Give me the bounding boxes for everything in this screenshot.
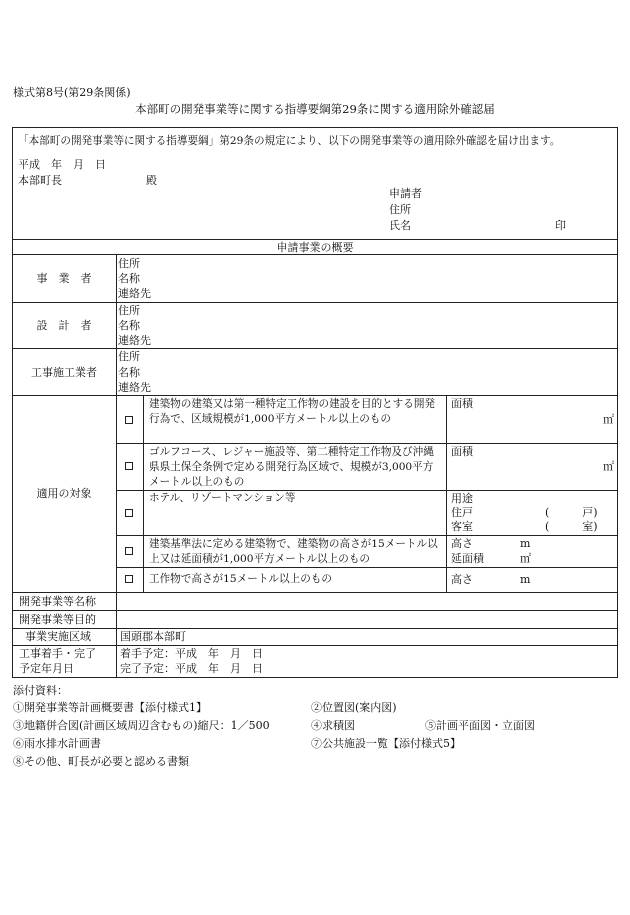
contractor-contact-label: 連絡先: [118, 381, 151, 394]
target-checkbox-2[interactable]: [125, 462, 133, 470]
intro-text: 「本部町の開発事業等に関する指導要綱」第29条の規定により、以下の開発事業等の適用除外確認を届け出ます。: [18, 135, 561, 147]
applicant-label: 申請者: [389, 187, 422, 200]
target-text-5: 工作物で高さが15メートル以上のもの: [149, 573, 332, 585]
seal-mark: 印: [555, 219, 566, 232]
target-checkbox-4[interactable]: [125, 547, 133, 555]
project-area-value: 国頭郡本部町: [120, 630, 186, 643]
target-checkbox-1[interactable]: [125, 416, 133, 424]
schedule-label-line1: 工事着手・完了: [19, 647, 96, 660]
target-height-label-5: 高さ: [451, 573, 473, 586]
target-floor-unit: ㎡: [520, 552, 531, 565]
target-checkbox-5[interactable]: [125, 575, 133, 583]
divider-party-2: [12, 348, 618, 349]
developer-address-label: 住所: [118, 257, 140, 270]
schedule-end: 完了予定：平成 年 月 日: [120, 662, 263, 675]
divider-summary: [12, 254, 618, 255]
summary-header: 申請事業の概要: [276, 241, 354, 254]
attachment-item: ③地籍併合図(計画区域周辺含むもの)縮尺：1／500: [13, 719, 270, 732]
applicant-address-label: 住所: [389, 203, 411, 216]
target-rooms-unit: ( 室): [545, 520, 598, 533]
contractor-name-label: 名称: [118, 366, 140, 379]
target-height-unit-4: m: [520, 537, 531, 550]
target-households-label: 住戸: [451, 506, 473, 519]
target-text-2: ゴルフコース、レジャー施設等、第二種特定工作物及び沖縄県県土保全条例で定める開発行為区域で、規模が3,000平方メートル以上のもの: [149, 446, 434, 488]
divider-name: [12, 610, 618, 611]
target-area-unit-1: ㎡: [603, 413, 614, 426]
divider-target-1: [116, 443, 618, 444]
date-line: 平成 年 月 日: [18, 158, 106, 171]
divider-target-4: [116, 567, 618, 568]
honorific: 殿: [146, 174, 157, 187]
project-area-label: 事業実施区域: [25, 630, 91, 643]
divider-intro: [12, 239, 618, 240]
party-label-designer: 設 計 者: [36, 319, 92, 332]
designer-address-label: 住所: [118, 304, 140, 317]
developer-name-label: 名称: [118, 272, 140, 285]
party-label-developer: 事 業 者: [36, 272, 92, 285]
target-rooms-label: 客室: [451, 520, 473, 533]
form-title: 本部町の開発事業等に関する指導要綱第29条に関する適用除外確認届: [135, 102, 495, 116]
target-height-unit-5: m: [520, 573, 531, 586]
developer-contact-label: 連絡先: [118, 287, 151, 300]
designer-contact-label: 連絡先: [118, 334, 151, 347]
attachments-heading: 添付資料：: [13, 684, 68, 697]
attachment-item: ①開発事業等計画概要書【添付様式1】: [13, 701, 207, 714]
target-area-label-1: 面積: [451, 397, 473, 410]
divider-target-2: [116, 490, 618, 491]
divider-target-end: [12, 592, 618, 593]
target-label: 適用の対象: [36, 487, 92, 500]
target-area-unit-2: ㎡: [603, 460, 614, 473]
attachment-item: ⑤計画平面図・立面図: [425, 719, 535, 732]
attachment-item: ④求積図: [311, 719, 355, 732]
attachment-item: ⑥雨水排水計画書: [13, 737, 101, 750]
col-divider-checkbox: [143, 395, 144, 592]
target-area-label-2: 面積: [451, 445, 473, 458]
col-divider-field: [446, 395, 447, 592]
attachment-item: ⑦公共施設一覧【添付様式5】: [311, 737, 461, 750]
schedule-start: 着手予定：平成 年 月 日: [120, 647, 263, 660]
target-households-unit: ( 戸): [545, 506, 598, 519]
target-floor-label: 延面積: [451, 552, 484, 565]
project-name-label: 開発事業等名称: [19, 595, 96, 608]
divider-party-3: [12, 395, 618, 396]
addressee: 本部町長: [18, 174, 62, 187]
contractor-address-label: 住所: [118, 350, 140, 363]
col-divider-label: [116, 254, 117, 678]
target-checkbox-3[interactable]: [125, 509, 133, 517]
divider-target-3: [116, 535, 618, 536]
target-text-1: 建築物の建築又は第一種特定工作物の建設を目的とする開発行為で、区域規模が1,000平方メートル以上のもの: [149, 398, 436, 425]
target-height-label-4: 高さ: [451, 537, 473, 550]
target-use-label: 用途: [451, 492, 473, 505]
divider-purpose: [12, 628, 618, 629]
designer-name-label: 名称: [118, 319, 140, 332]
applicant-name-label: 氏名: [389, 219, 411, 232]
party-label-contractor: 工事施工業者: [31, 366, 97, 379]
project-purpose-label: 開発事業等目的: [19, 613, 96, 626]
target-text-3: ホテル、リゾートマンション等: [149, 492, 296, 504]
attachment-item: ②位置図(案内図): [311, 701, 397, 714]
divider-area: [12, 645, 618, 646]
target-text-4: 建築基準法に定める建築物で、建築物の高さが15メートル以上又は延面積が1,000平方メートル以上のもの: [149, 538, 438, 565]
attachment-item: ⑧その他、町長が必要と認める書類: [13, 755, 189, 768]
schedule-label-line2: 予定年月日: [19, 662, 74, 675]
form-number: 様式第8号(第29条関係): [13, 86, 131, 99]
divider-party-1: [12, 302, 618, 303]
